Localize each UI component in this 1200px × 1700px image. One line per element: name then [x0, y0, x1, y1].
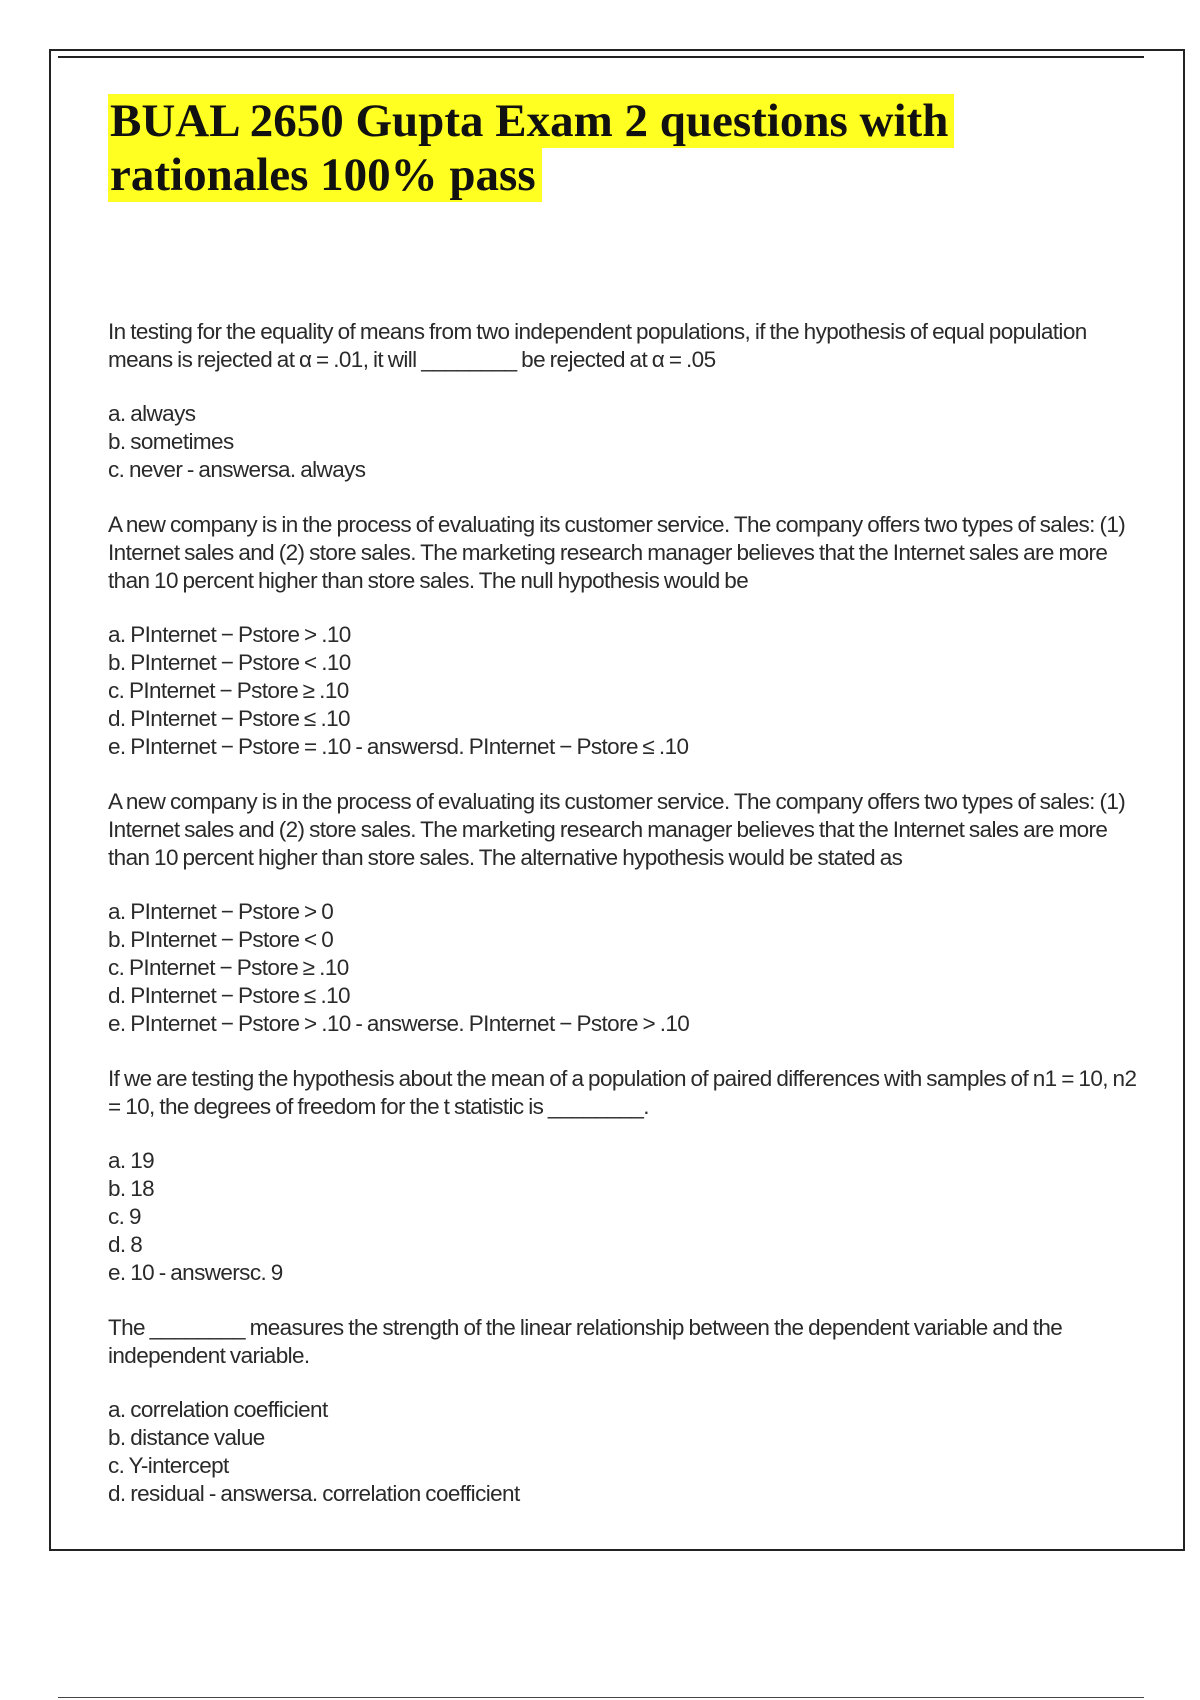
- option-a: a. PInternet − Pstore > 0: [108, 899, 334, 924]
- bottom-rule: [58, 1697, 1144, 1698]
- option-a: a. PInternet − Pstore > .10: [108, 622, 351, 647]
- option-b: b. 18: [108, 1176, 155, 1201]
- option-e: e. PInternet − Pstore = .10 - answersd. PInternet − Pstore ≤ .10: [108, 734, 689, 759]
- document-title: [108, 94, 1008, 202]
- question-1: [108, 318, 1138, 484]
- answer-options: [108, 621, 1138, 761]
- option-b: b. PInternet − Pstore < 0: [108, 927, 334, 952]
- option-b: b. sometimes: [108, 429, 234, 454]
- option-d: d. PInternet − Pstore ≤ .10: [108, 983, 350, 1008]
- question-2: [108, 511, 1138, 761]
- title-line-1: BUAL 2650 Gupta Exam 2 questions with: [108, 94, 954, 148]
- option-a: a. 19: [108, 1148, 155, 1173]
- question-4: [108, 1065, 1138, 1287]
- question-text: If we are testing the hypothesis about the mean of a population of paired differences with samples of n1 = 10, n2 = 10, the degrees of freedom for the t statistic is ________.: [108, 1066, 1137, 1119]
- answer-options: [108, 1147, 1138, 1287]
- question-5: [108, 1314, 1138, 1508]
- question-text: The ________ measures the strength of the linear relationship between the dependent variable and the independent variable.: [108, 1315, 1063, 1368]
- question-text: In testing for the equality of means from two independent populations, if the hypothesis of equal population means is rejected at α = .01, it will ________ be rejected at α = .05: [108, 319, 1087, 372]
- option-e: e. 10 - answersc. 9: [108, 1260, 283, 1285]
- option-d: d. residual - answersa. correlation coefficient: [108, 1481, 520, 1506]
- option-c: c. Y-intercept: [108, 1453, 229, 1478]
- option-c: c. PInternet − Pstore ≥ .10: [108, 955, 349, 980]
- question-text: A new company is in the process of evaluating its customer service. The company offers two types of sales: (1) Internet sales and (2) store sales. The marketing research manager believes that the Internet sales are more than 10 percent higher than store sales. The alternative hypothesis would be stated as: [108, 789, 1126, 870]
- option-e: e. PInternet − Pstore > .10 - answerse. PInternet − Pstore > .10: [108, 1011, 690, 1036]
- option-c: c. 9: [108, 1204, 141, 1229]
- answer-options: [108, 898, 1138, 1038]
- question-list: [108, 318, 1138, 1535]
- question-text: A new company is in the process of evaluating its customer service. The company offers two types of sales: (1) Internet sales and (2) store sales. The marketing research manager believes that the Internet sales are more than 10 percent higher than store sales. The null hypothesis would be: [108, 512, 1126, 593]
- title-line-2: rationales 100% pass: [108, 148, 542, 202]
- option-a: a. always: [108, 401, 196, 426]
- option-c: c. PInternet − Pstore ≥ .10: [108, 678, 349, 703]
- answer-options: [108, 400, 1138, 484]
- option-a: a. correlation coefficient: [108, 1397, 328, 1422]
- question-3: [108, 788, 1138, 1038]
- option-c: c. never - answersa. always: [108, 457, 366, 482]
- option-b: b. PInternet − Pstore < .10: [108, 650, 351, 675]
- answer-options: [108, 1396, 1138, 1508]
- option-d: d. 8: [108, 1232, 143, 1257]
- option-d: d. PInternet − Pstore ≤ .10: [108, 706, 350, 731]
- option-b: b. distance value: [108, 1425, 265, 1450]
